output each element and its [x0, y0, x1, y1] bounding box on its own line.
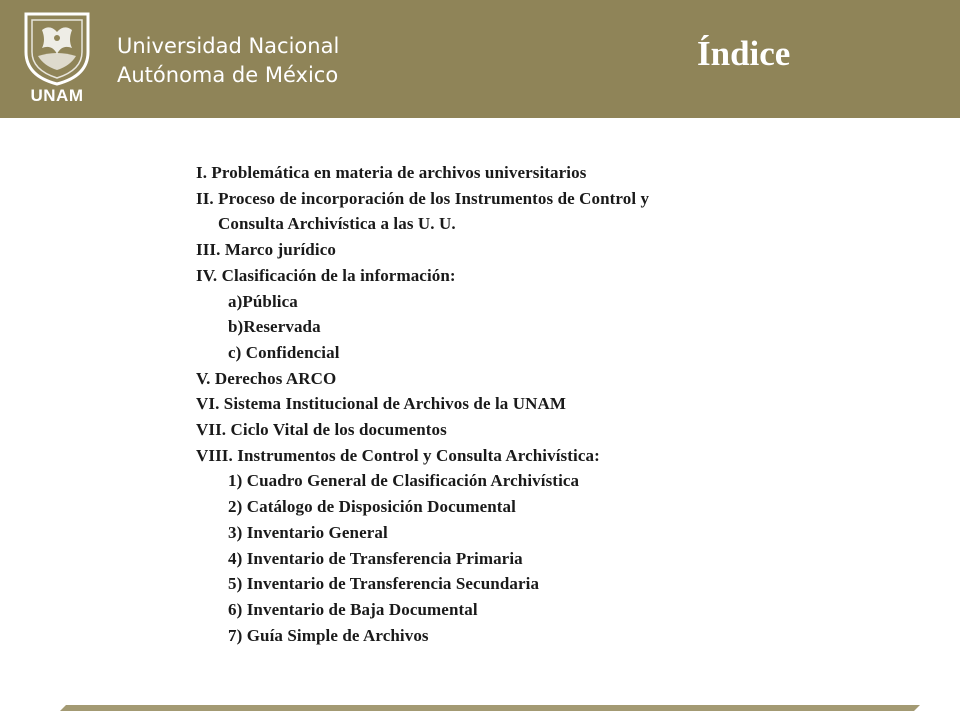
university-name [117, 32, 339, 90]
header-banner [0, 0, 960, 118]
index-list [196, 160, 649, 648]
index-subitem: 7) Guía Simple de Archivos [228, 625, 429, 645]
page-title: Índice [697, 34, 791, 73]
index-item: III. Marco jurídico [196, 240, 336, 260]
index-item: VII. Ciclo Vital de los documentos [196, 420, 447, 440]
index-subitem: a)Pública [228, 291, 298, 311]
index-subitem: 6) Inventario de Baja Documental [228, 599, 478, 619]
unam-logo [12, 10, 102, 110]
index-item: I. Problemática en materia de archivos universitarios [196, 163, 587, 182]
index-subitem: 4) Inventario de Transferencia Primaria [228, 548, 523, 568]
footer-divider [60, 705, 920, 711]
university-name-line1: Universidad Nacional [117, 34, 340, 58]
index-subitem: 5) Inventario de Transferencia Secundaria [228, 574, 540, 594]
index-subitem: 2) Catálogo de Disposición Documental [228, 497, 516, 517]
index-item: VI. Sistema Institucional de Archivos de la UNAM [196, 394, 567, 414]
index-item: V. Derechos ARCO [196, 368, 337, 388]
index-item: VIII. Instrumentos de Control y Consulta Archivística: [196, 445, 600, 465]
index-item: IV. Clasificación de la información: [196, 265, 456, 285]
index-subitem: 3) Inventario General [228, 522, 388, 542]
index-item: Consulta Archivística a las U. U. [218, 214, 456, 234]
index-item: II. Proceso de incorporación de los Instrumentos de Control y [196, 188, 650, 208]
index-subitem: b)Reservada [228, 317, 321, 337]
index-subitem: c) Confidencial [228, 342, 340, 362]
unam-shield-icon [12, 10, 102, 86]
logo-caption: UNAM [30, 86, 84, 105]
university-name-line2: Autónoma de México [117, 63, 339, 87]
index-subitem: 1) Cuadro General de Clasificación Archivística [228, 471, 580, 491]
